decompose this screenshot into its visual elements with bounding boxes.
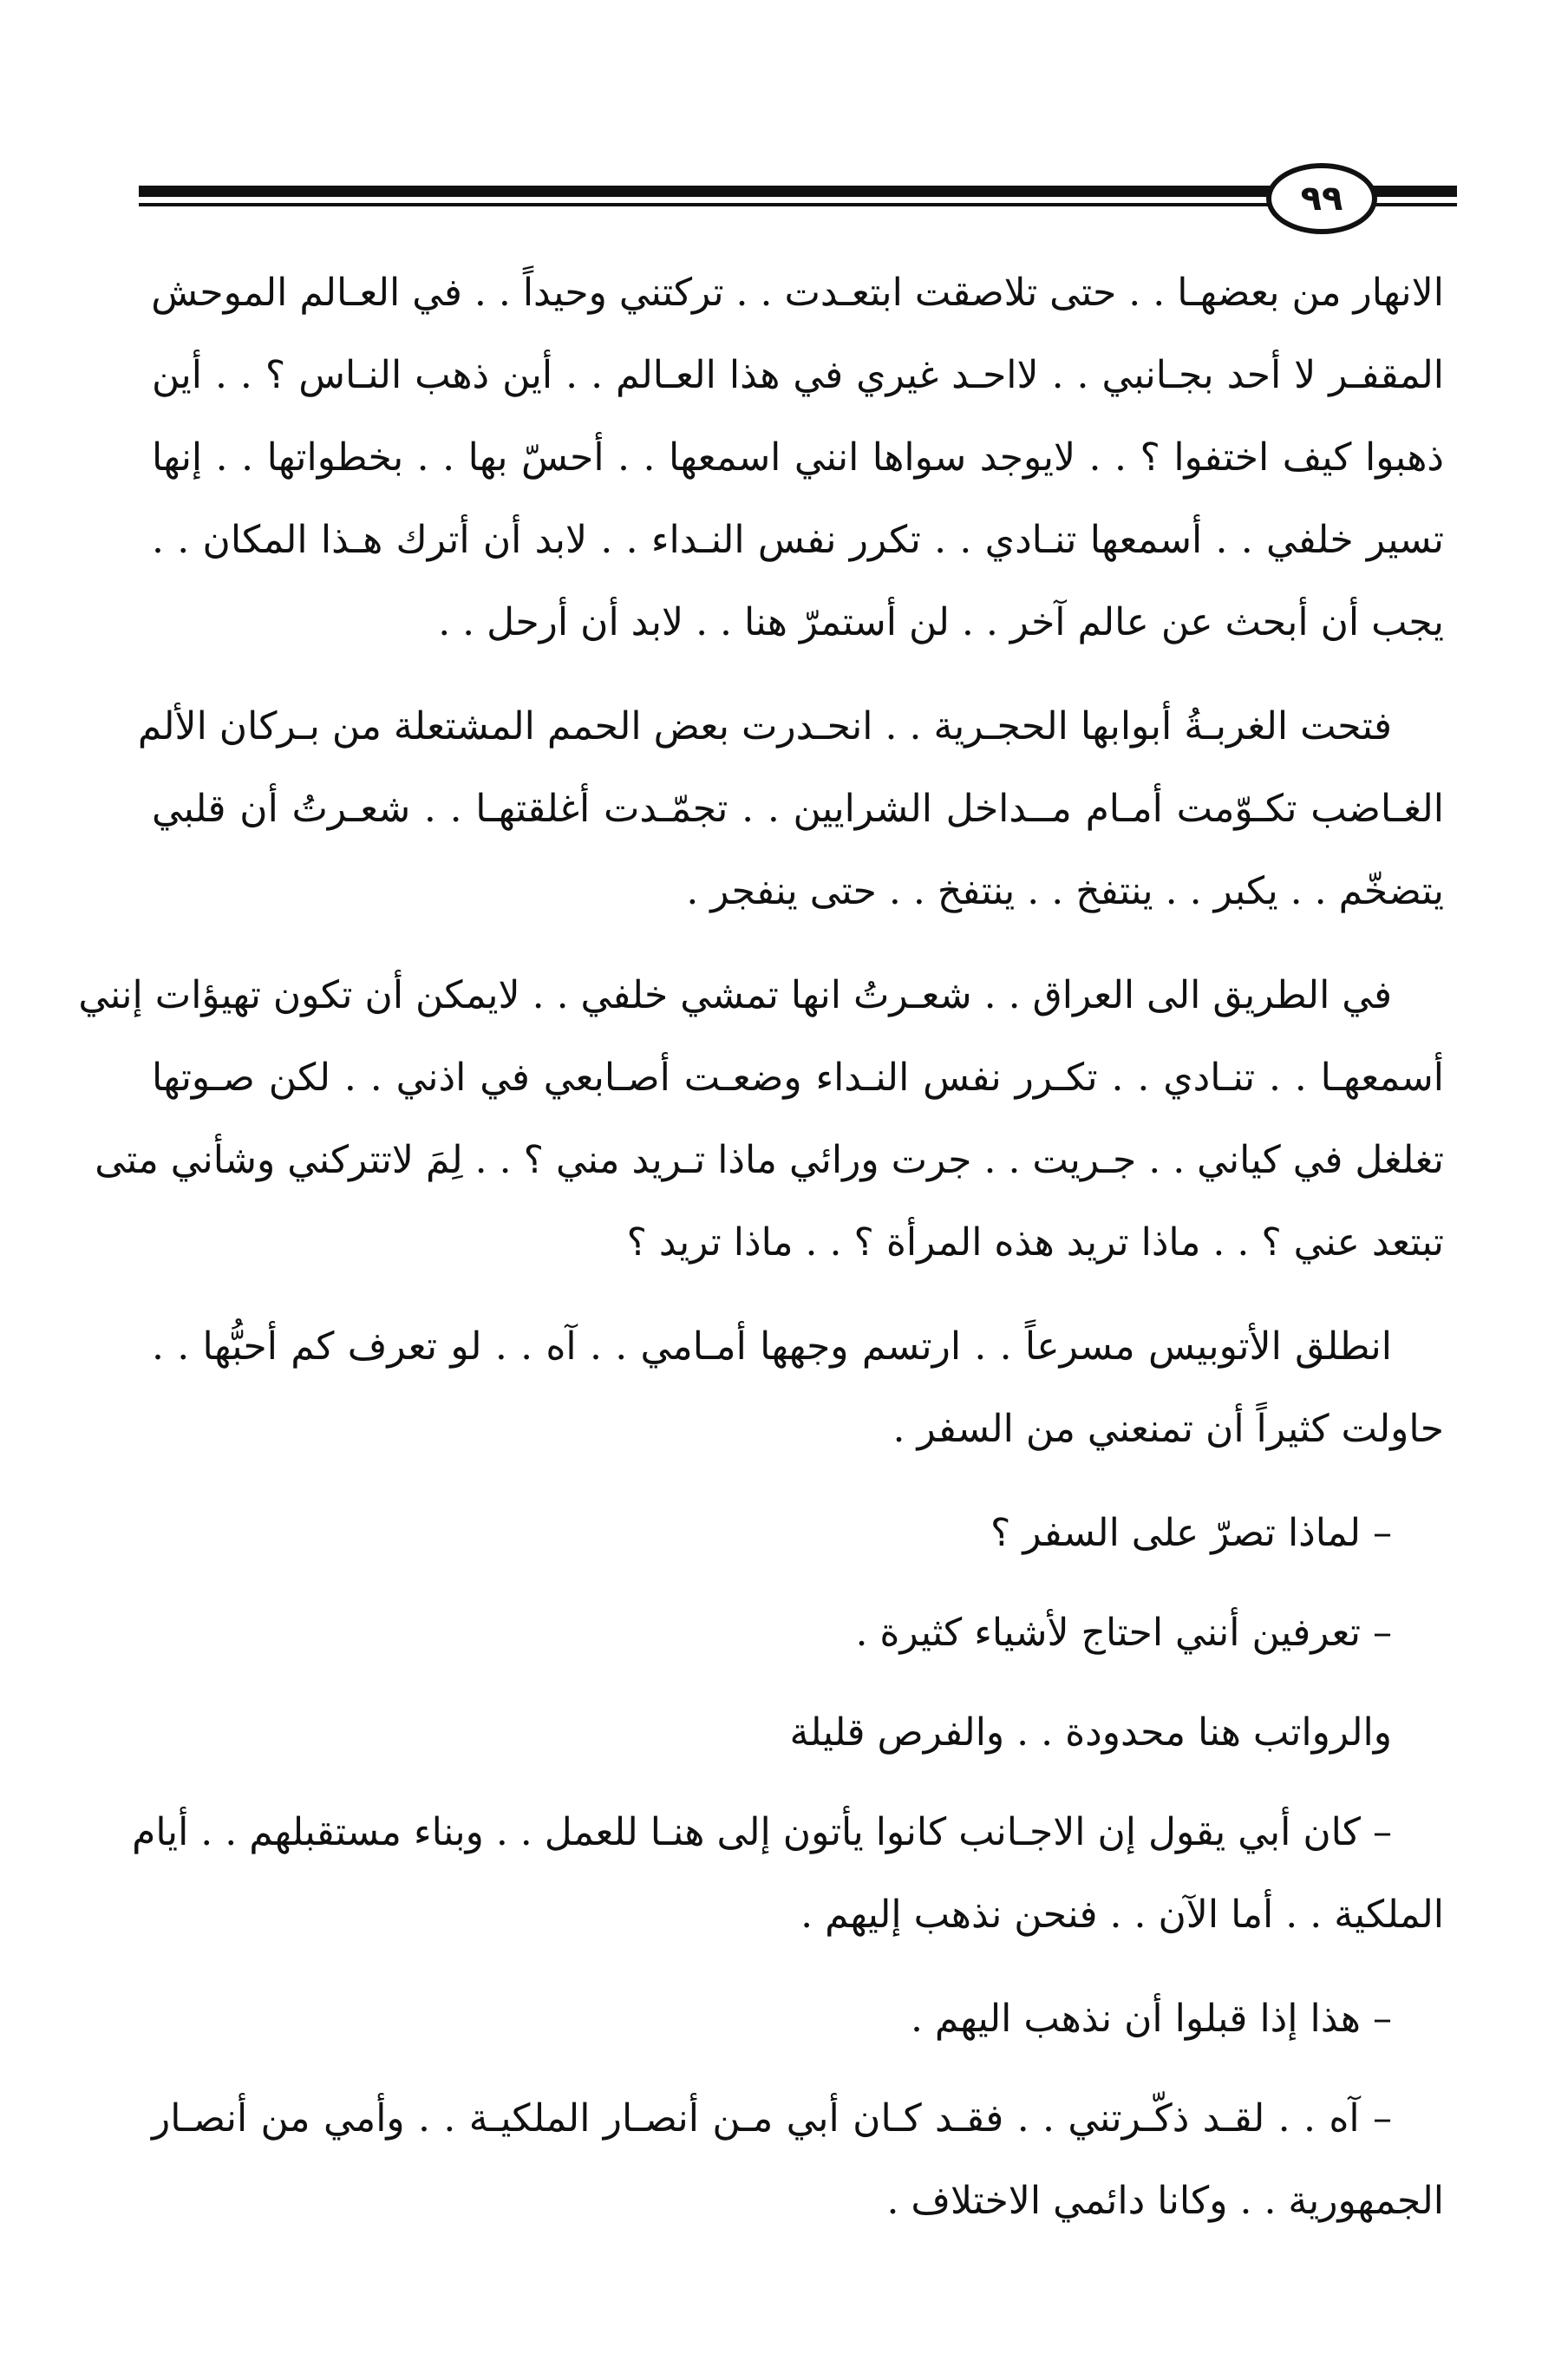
text-line: المقفـر لا أحد بجـانبي . . لااحـد غيري في هذا العـالم . . أين ذهب النـاس ؟ . . أين xyxy=(152,353,1444,397)
text-line: تغلغل في كياني . . جـريت . . جرت ورائي ماذا تـريد مني ؟ . . لِمَ لاتتركني وشأني متى xyxy=(95,1138,1444,1182)
text-line: والرواتب هنا محدودة . . والفرص قليلة xyxy=(789,1710,1392,1755)
text-line: – كان أبي يقول إن الاجـانب كانوا يأتون إلى هنـا للعمل . . وبناء مستقبلهم . . أيام xyxy=(132,1810,1392,1854)
paragraph-4 xyxy=(152,1305,1444,1470)
text-line: ذهبوا كيف اختفوا ؟ . . لايوجد سواها انني اسمعها . . أحسّ بها . . بخطواتها . . إنها xyxy=(152,435,1444,480)
text-line: الانهار من بعضهـا . . حتى تلاصقت ابتعـدت . . تركتني وحيداً . . في العـالم الموحش xyxy=(151,271,1444,315)
text-line: – آه . . لقـد ذكّـرتني . . فقـد كـان أبي مـن أنصـار الملكيـة . . وأمي من أنصـار xyxy=(152,2096,1392,2141)
dialogue-line xyxy=(152,1978,1444,2060)
header-rule-thick xyxy=(139,186,1457,197)
text-line: انطلق الأتوبيس مسرعاً . . ارتسم وجهها أمـامي . . آه . . لو تعرف كم أحبُّها . . xyxy=(152,1324,1392,1369)
text-line: تسير خلفي . . أسمعها تنـادي . . تكرر نفس النـداء . . لابد أن أترك هـذا المكان . . xyxy=(152,518,1444,562)
paragraph-2 xyxy=(137,685,1444,932)
text-line: في الطريق الى العراق . . شعـرتُ انها تمشي خلفي . . لايمكن أن تكون تهيؤات إنني xyxy=(78,973,1392,1017)
text-line: – هذا إذا قبلوا أن نذهب اليهم . xyxy=(910,1997,1392,2041)
dialogue-line xyxy=(152,1592,1444,1674)
dialogue-line xyxy=(152,1691,1444,1774)
text-line: يتضخّم . . يكبر . . ينتفخ . . ينتفخ . . حتى ينفجر . xyxy=(686,869,1444,913)
text-line: فتحت الغربـةُ أبوابها الحجـرية . . انحـدرت بعض الحمم المشتعلة من بـركان الألم xyxy=(137,704,1392,749)
text-line: أسمعهـا . . تنـادي . . تكـرر نفس النـداء وضعـت أصـابعي في اذني . . لكن صـوتها xyxy=(152,1056,1444,1100)
text-line: تبتعد عني ؟ . . ماذا تريد هذه المرأة ؟ . . ماذا تريد ؟ xyxy=(626,1220,1444,1265)
dialogue-line xyxy=(152,1492,1444,1574)
page-body xyxy=(78,252,1444,2264)
paragraph-1 xyxy=(152,252,1444,664)
text-line: الغـاضب تكـوّمت أمـام مــداخل الشرايين . . تجمّـدت أغلقتهـا . . شعـرتُ أن قلبي xyxy=(152,787,1444,831)
text-line: – تعرفين أنني احتاج لأشياء كثيرة . xyxy=(855,1611,1392,1655)
text-line: – لماذا تصرّ على السفر ؟ xyxy=(990,1511,1392,1555)
text-line: يجب أن أبحث عن عالم آخر . . لن أستمرّ هنا . . لابد أن أرحل . . xyxy=(438,600,1444,644)
header-rule-thin xyxy=(139,203,1457,206)
dialogue-line xyxy=(132,1791,1444,1956)
paragraph-3 xyxy=(78,954,1444,1284)
text-line: الملكية . . أما الآن . . فنحن نذهب إليهم . xyxy=(800,1893,1444,1937)
text-line: الجمهورية . . وكانا دائمي الاختلاف . xyxy=(886,2179,1444,2223)
page-header xyxy=(139,163,1457,241)
dialogue-line xyxy=(152,2077,1444,2242)
text-line: حاولت كثيراً أن تمنعني من السفر . xyxy=(892,1407,1444,1451)
page-number: ٩٩ xyxy=(1266,163,1377,234)
